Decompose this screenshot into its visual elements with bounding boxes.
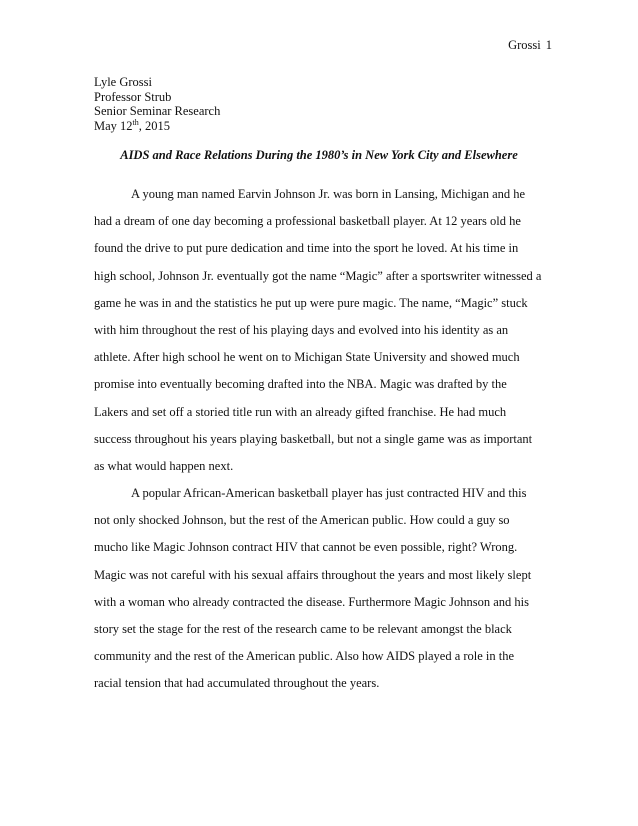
mla-heading [94, 75, 544, 133]
author-name: Lyle Grossi [94, 75, 152, 89]
text-line: high school, Johnson Jr. eventually got the name “Magic” after a sportswriter witnessed a [94, 268, 542, 283]
date-year: , 2015 [138, 118, 171, 133]
professor-name: Professor Strub [94, 89, 172, 104]
text-line: Magic was not careful with his sexual affairs throughout the years and most likely slept [94, 567, 532, 582]
text-line: A young man named Earvin Johnson Jr. was born in Lansing, Michigan and he [131, 187, 526, 201]
text-line: mucho like Magic Johnson contract HIV that cannot be even possible, right? Wrong. [94, 540, 518, 555]
header-page-number: 1 [545, 38, 552, 52]
text-line: athlete. After high school he went on to Michigan State University and showed much [94, 350, 520, 365]
text-line: racial tension that had accumulated throughout the years. [94, 676, 380, 691]
paragraph-2 [94, 486, 550, 704]
date-line [94, 119, 544, 134]
text-line: community and the rest of the American public. Also how AIDS played a role in the [94, 649, 515, 664]
text-line: as what would happen next. [94, 458, 234, 473]
text-line: promise into eventually becoming drafted into the NBA. Magic was drafted by the [94, 377, 507, 392]
text-line: with him throughout the rest of his playing days and evolved into his identity as an [94, 322, 509, 337]
course-name: Senior Seminar Research [94, 104, 221, 118]
text-line: game he was in and the statistics he put up were pure magic. The name, “Magic” stuck [94, 295, 528, 310]
date-ordinal: th [132, 117, 139, 127]
text-line: not only shocked Johnson, but the rest of the American public. How could a guy so [94, 513, 510, 528]
paragraph-1 [94, 187, 550, 486]
header-surname: Grossi [508, 38, 541, 52]
running-header [508, 38, 552, 53]
text-line: found the drive to put pure dedication and time into the sport he loved. At his time in [94, 241, 519, 256]
text-line: with a woman who already contracted the disease. Furthermore Magic Johnson and his [94, 594, 529, 609]
paper-title: AIDS and Race Relations During the 1980’s in New York City and Elsewhere [120, 148, 518, 162]
text-line: success throughout his years playing basketball, but not a single game was as important [94, 431, 533, 446]
body-text [94, 187, 550, 704]
date-month-day: May 12 [94, 118, 133, 133]
text-line: A popular African-American basketball player has just contracted HIV and this [131, 486, 527, 501]
text-line: Lakers and set off a storied title run with an already gifted franchise. He had much [94, 404, 507, 419]
text-line: story set the stage for the rest of the research came to be relevant amongst the black [94, 622, 512, 636]
text-line: had a dream of one day becoming a professional basketball player. At 12 years old he [94, 214, 521, 229]
